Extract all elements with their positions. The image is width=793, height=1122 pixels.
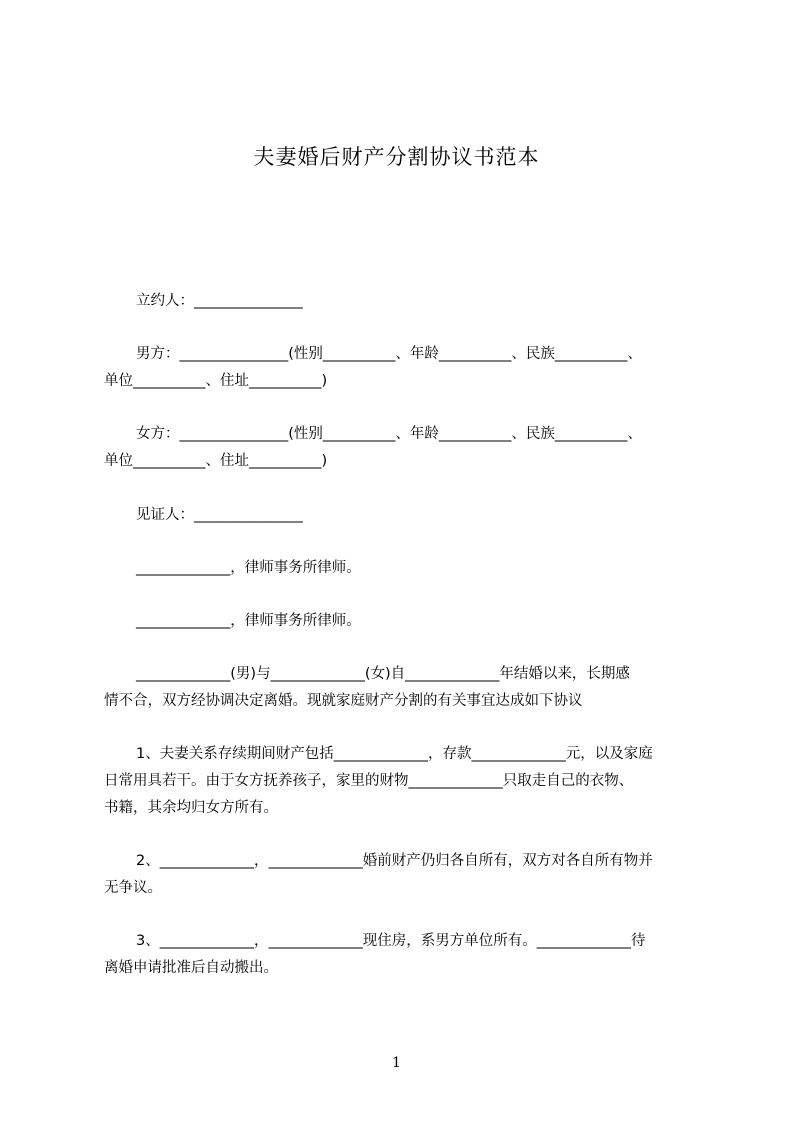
clause-3-line1: 3、_____________，_____________现住房，系男方单位所有。_____________待 bbox=[136, 933, 646, 949]
page-number: 1 bbox=[392, 1055, 401, 1071]
party-nanfang-line1: 男方：_______________(性别__________、年龄__________、民族__________、 bbox=[136, 346, 642, 362]
intro-line1: _____________(男)与_____________(女)自_____________年结婚以来，长期感 bbox=[136, 666, 630, 682]
clause-1-line3: 书籍，其余均归女方所有。 bbox=[104, 800, 278, 816]
party-nanfang-line2: 单位__________、住址__________) bbox=[104, 373, 328, 389]
party-lijueren: 立约人：_______________ bbox=[136, 293, 303, 309]
lawyer-line-2: _____________，律师事务所律师。 bbox=[136, 613, 361, 629]
intro-line2: 情不合，双方经协调决定离婚。现就家庭财产分割的有关事宜达成如下协议 bbox=[104, 693, 583, 709]
clause-2-line1: 2、_____________，_____________婚前财产仍归各自所有，双方对各自所有物并 bbox=[136, 853, 653, 869]
clause-3-line2: 离婚申请批准后自动搬出。 bbox=[104, 960, 278, 976]
lawyer-line-1: _____________，律师事务所律师。 bbox=[136, 560, 361, 576]
clause-1-line2: 日常用具若干。由于女方抚养孩子，家里的财物_____________只取走自己的衣物、 bbox=[104, 773, 634, 789]
party-nvfang-line1: 女方：_______________(性别__________、年龄__________、民族__________、 bbox=[136, 426, 642, 442]
party-nvfang-line2: 单位__________、住址__________) bbox=[104, 453, 328, 469]
clause-2-line2: 无争议。 bbox=[104, 880, 162, 896]
clause-1-line1: 1、夫妻关系存续期间财产包括_____________，存款_____________元，以及家庭 bbox=[136, 746, 653, 762]
document-title: 夫妻婚后财产分割协议书范本 bbox=[253, 145, 540, 169]
party-jianzheng: 见证人：_______________ bbox=[136, 507, 303, 523]
